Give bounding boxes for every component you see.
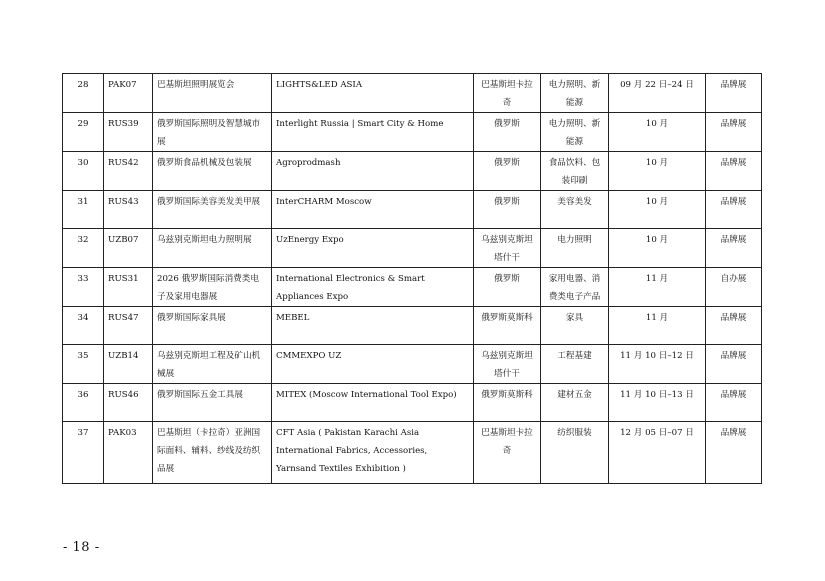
- page-number: - 18 -: [63, 540, 100, 555]
- exhibition-date: 11 月 10 日–12 日: [609, 345, 706, 384]
- exhibition-date: 11 月 10 日–13 日: [609, 384, 706, 422]
- exhibition-industry: 美容美发: [541, 191, 609, 229]
- exhibition-name-en: Interlight Russia | Smart City & Home: [272, 113, 474, 152]
- exhibition-name-en: LIGHTS&LED ASIA: [272, 74, 474, 113]
- row-number: 31: [63, 191, 104, 229]
- table-row: [63, 307, 762, 345]
- exhibition-code: RUS46: [104, 384, 153, 422]
- exhibition-name-cn: 乌兹别克斯坦工程及矿山机械展: [153, 345, 272, 384]
- exhibition-city: 俄罗斯: [474, 268, 541, 307]
- table-row: [63, 345, 762, 384]
- exhibition-city: 乌兹别克斯坦塔什干: [474, 345, 541, 384]
- exhibition-code: RUS42: [104, 152, 153, 191]
- exhibition-type: 品牌展: [706, 74, 762, 113]
- exhibition-date: 10 月: [609, 113, 706, 152]
- exhibition-name-cn: 乌兹别克斯坦电力照明展: [153, 229, 272, 268]
- exhibition-date: 10 月: [609, 191, 706, 229]
- exhibition-type: 品牌展: [706, 422, 762, 484]
- exhibition-city: 俄罗斯莫斯科: [474, 307, 541, 345]
- exhibition-type: 品牌展: [706, 152, 762, 191]
- exhibition-name-en: UzEnergy Expo: [272, 229, 474, 268]
- exhibition-name-en: Agroprodmash: [272, 152, 474, 191]
- exhibition-city: 乌兹别克斯坦塔什干: [474, 229, 541, 268]
- exhibition-name-en: MEBEL: [272, 307, 474, 345]
- exhibition-name-cn: 俄罗斯国际家具展: [153, 307, 272, 345]
- row-number: 29: [63, 113, 104, 152]
- table-row: [63, 152, 762, 191]
- exhibition-type: 品牌展: [706, 113, 762, 152]
- exhibition-industry: 电力照明、新能源: [541, 74, 609, 113]
- exhibition-name-en: InterCHARM Moscow: [272, 191, 474, 229]
- exhibition-date: 10 月: [609, 152, 706, 191]
- exhibition-industry: 家具: [541, 307, 609, 345]
- exhibition-type: 品牌展: [706, 384, 762, 422]
- table-row: [63, 422, 762, 484]
- exhibition-name-en: CMMEXPO UZ: [272, 345, 474, 384]
- exhibition-city: 俄罗斯: [474, 113, 541, 152]
- exhibition-industry: 工程基建: [541, 345, 609, 384]
- exhibition-industry: 电力照明: [541, 229, 609, 268]
- exhibition-industry: 家用电器、消费类电子产品: [541, 268, 609, 307]
- table-row: [63, 191, 762, 229]
- exhibition-code: RUS31: [104, 268, 153, 307]
- exhibition-industry: 纺织服装: [541, 422, 609, 484]
- exhibition-type: 品牌展: [706, 307, 762, 345]
- exhibition-code: RUS47: [104, 307, 153, 345]
- exhibition-industry: 电力照明、新能源: [541, 113, 609, 152]
- exhibition-name-cn: 俄罗斯国际美容美发美甲展: [153, 191, 272, 229]
- row-number: 37: [63, 422, 104, 484]
- exhibition-code: UZB14: [104, 345, 153, 384]
- exhibition-name-cn: 2026 俄罗斯国际消费类电子及家用电器展: [153, 268, 272, 307]
- exhibition-date: 10 月: [609, 229, 706, 268]
- row-number: 30: [63, 152, 104, 191]
- table-row: [63, 384, 762, 422]
- exhibition-city: 巴基斯坦卡拉奇: [474, 422, 541, 484]
- row-number: 32: [63, 229, 104, 268]
- row-number: 36: [63, 384, 104, 422]
- exhibition-name-cn: 巴基斯坦照明展览会: [153, 74, 272, 113]
- row-number: 35: [63, 345, 104, 384]
- exhibition-date: 12 月 05 日–07 日: [609, 422, 706, 484]
- table-row: [63, 229, 762, 268]
- table-row: [63, 268, 762, 307]
- row-number: 34: [63, 307, 104, 345]
- exhibition-code: PAK07: [104, 74, 153, 113]
- exhibition-code: UZB07: [104, 229, 153, 268]
- exhibition-type: 自办展: [706, 268, 762, 307]
- exhibition-type: 品牌展: [706, 345, 762, 384]
- exhibition-city: 俄罗斯: [474, 152, 541, 191]
- exhibition-type: 品牌展: [706, 229, 762, 268]
- exhibition-name-cn: 俄罗斯食品机械及包装展: [153, 152, 272, 191]
- exhibition-city: 俄罗斯: [474, 191, 541, 229]
- row-number: 28: [63, 74, 104, 113]
- exhibition-name-en: International Electronics & Smart Appliances Expo: [272, 268, 474, 307]
- exhibition-city: 俄罗斯莫斯科: [474, 384, 541, 422]
- exhibition-type: 品牌展: [706, 191, 762, 229]
- exhibition-name-cn: 俄罗斯国际照明及智慧城市展: [153, 113, 272, 152]
- exhibition-date: 09 月 22 日–24 日: [609, 74, 706, 113]
- row-number: 33: [63, 268, 104, 307]
- exhibition-code: PAK03: [104, 422, 153, 484]
- exhibition-name-cn: 俄罗斯国际五金工具展: [153, 384, 272, 422]
- table-row: [63, 113, 762, 152]
- exhibition-industry: 食品饮料、包装印刷: [541, 152, 609, 191]
- exhibition-table: [62, 73, 762, 484]
- exhibition-date: 11 月: [609, 268, 706, 307]
- exhibition-code: RUS43: [104, 191, 153, 229]
- exhibition-name-en: CFT Asia ( Pakistan Karachi Asia International Fabrics, Accessories, Yarnsand Textiles Exhibition ): [272, 422, 474, 484]
- exhibition-date: 11 月: [609, 307, 706, 345]
- exhibition-name-en: MITEX (Moscow International Tool Expo): [272, 384, 474, 422]
- exhibition-code: RUS39: [104, 113, 153, 152]
- exhibition-city: 巴基斯坦卡拉奇: [474, 74, 541, 113]
- table-row: [63, 74, 762, 113]
- exhibition-name-cn: 巴基斯坦（卡拉奇）亚洲国际面料、辅料、纱线及纺织品展: [153, 422, 272, 484]
- exhibition-industry: 建材五金: [541, 384, 609, 422]
